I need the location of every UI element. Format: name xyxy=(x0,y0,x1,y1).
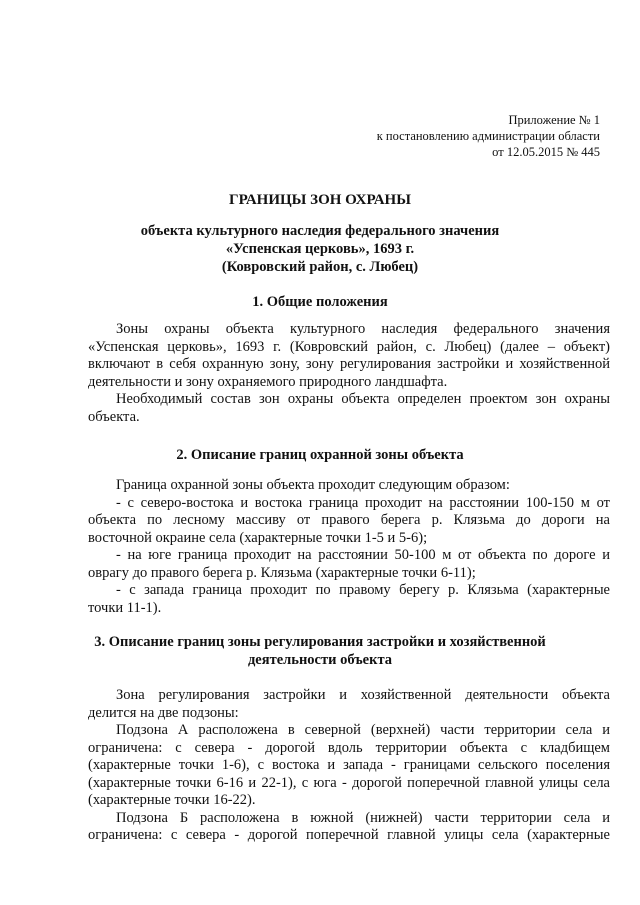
text-line: точки 11-1). xyxy=(88,599,162,616)
appendix-note xyxy=(377,112,600,160)
appendix-line: к постановлению администрации области xyxy=(376,129,600,143)
appendix-line: Приложение № 1 xyxy=(508,113,600,127)
text-line: - с северо-востока и востока граница проходит на расстоянии 100-150 м от xyxy=(116,494,610,511)
subtitle-line: (Ковровский район, с. Любец) xyxy=(221,259,419,275)
text-line: - на юге граница проходит на расстоянии 50-100 м от объекта по дороге и xyxy=(116,547,610,563)
text-line: (характерные точки 1-6), с востока и запада - границами сельского поселения xyxy=(88,757,610,773)
text-line: «Успенская церковь», 1693 г. (Ковровский район, с. Любец) (далее – объект) xyxy=(88,338,610,355)
text-line: - с запада граница проходит по правому берегу р. Клязьма (характерные xyxy=(116,582,610,598)
section-heading xyxy=(0,293,640,311)
section-heading xyxy=(0,446,640,464)
text-line: Необходимый состав зон охраны объекта определен проектом зон охраны xyxy=(116,391,610,407)
subtitle-line: «Успенская церковь», 1693 г. xyxy=(225,241,415,257)
section-heading-text: 3. Описание границ зоны регулирования застройки и хозяйственной xyxy=(94,634,546,650)
text-line: включают в себя охранную зону, зону регулирования застройки и хозяйственной xyxy=(88,356,610,372)
text-line: Зона регулирования застройки и хозяйственной деятельности объекта xyxy=(116,687,610,703)
text-line: восточной окраине села (характерные точки 1-5 и 5-6); xyxy=(88,529,428,546)
section-heading-text: 1. Общие положения xyxy=(252,294,388,310)
section-heading xyxy=(0,633,640,669)
text-line: (характерные точки 16-22). xyxy=(88,792,256,808)
document-title: ГРАНИЦЫ ЗОН ОХРАНЫ xyxy=(229,192,411,208)
subtitle-line: объекта культурного наследия федерального значения xyxy=(140,223,500,239)
text-line: оврагу до правого берега р. Клязьма (характерные точки 6-11); xyxy=(88,564,476,581)
paragraph xyxy=(88,321,610,426)
text-line: Граница охранной зоны объекта проходит следующим образом: xyxy=(116,477,510,493)
text-line: объекта. xyxy=(88,408,140,425)
text-line: Зоны охраны объекта культурного наследия федерального значения xyxy=(116,321,610,337)
text-line: (характерные точки 6-16 и 22-1), с юга - дорогой поперечной главной улицы села xyxy=(88,774,610,791)
text-line: объекта по лесному массиву от правого берега р. Клязьма до дороги на xyxy=(88,512,610,528)
section-heading-text: деятельности объекта xyxy=(247,652,393,668)
text-line: делится на две подзоны: xyxy=(88,704,239,721)
text-line: Подзона Б расположена в южной (нижней) части территории села и xyxy=(116,809,610,826)
text-line: деятельности и зону охраняемого природного ландшафта. xyxy=(88,373,448,390)
text-line: Подзона А расположена в северной (верхней) части территории села и xyxy=(116,722,610,738)
paragraph xyxy=(88,477,610,617)
document-subtitle xyxy=(0,222,640,276)
section-heading-text: 2. Описание границ охранной зоны объекта xyxy=(176,447,464,463)
text-line: ограничена: с севера - дорогой поперечной главной улицы села (характерные xyxy=(88,827,610,843)
text-line: ограничена: с севера - дорогой вдоль территории объекта с кладбищем xyxy=(88,739,610,756)
appendix-line: от 12.05.2015 № 445 xyxy=(492,145,600,159)
paragraph xyxy=(88,687,610,845)
